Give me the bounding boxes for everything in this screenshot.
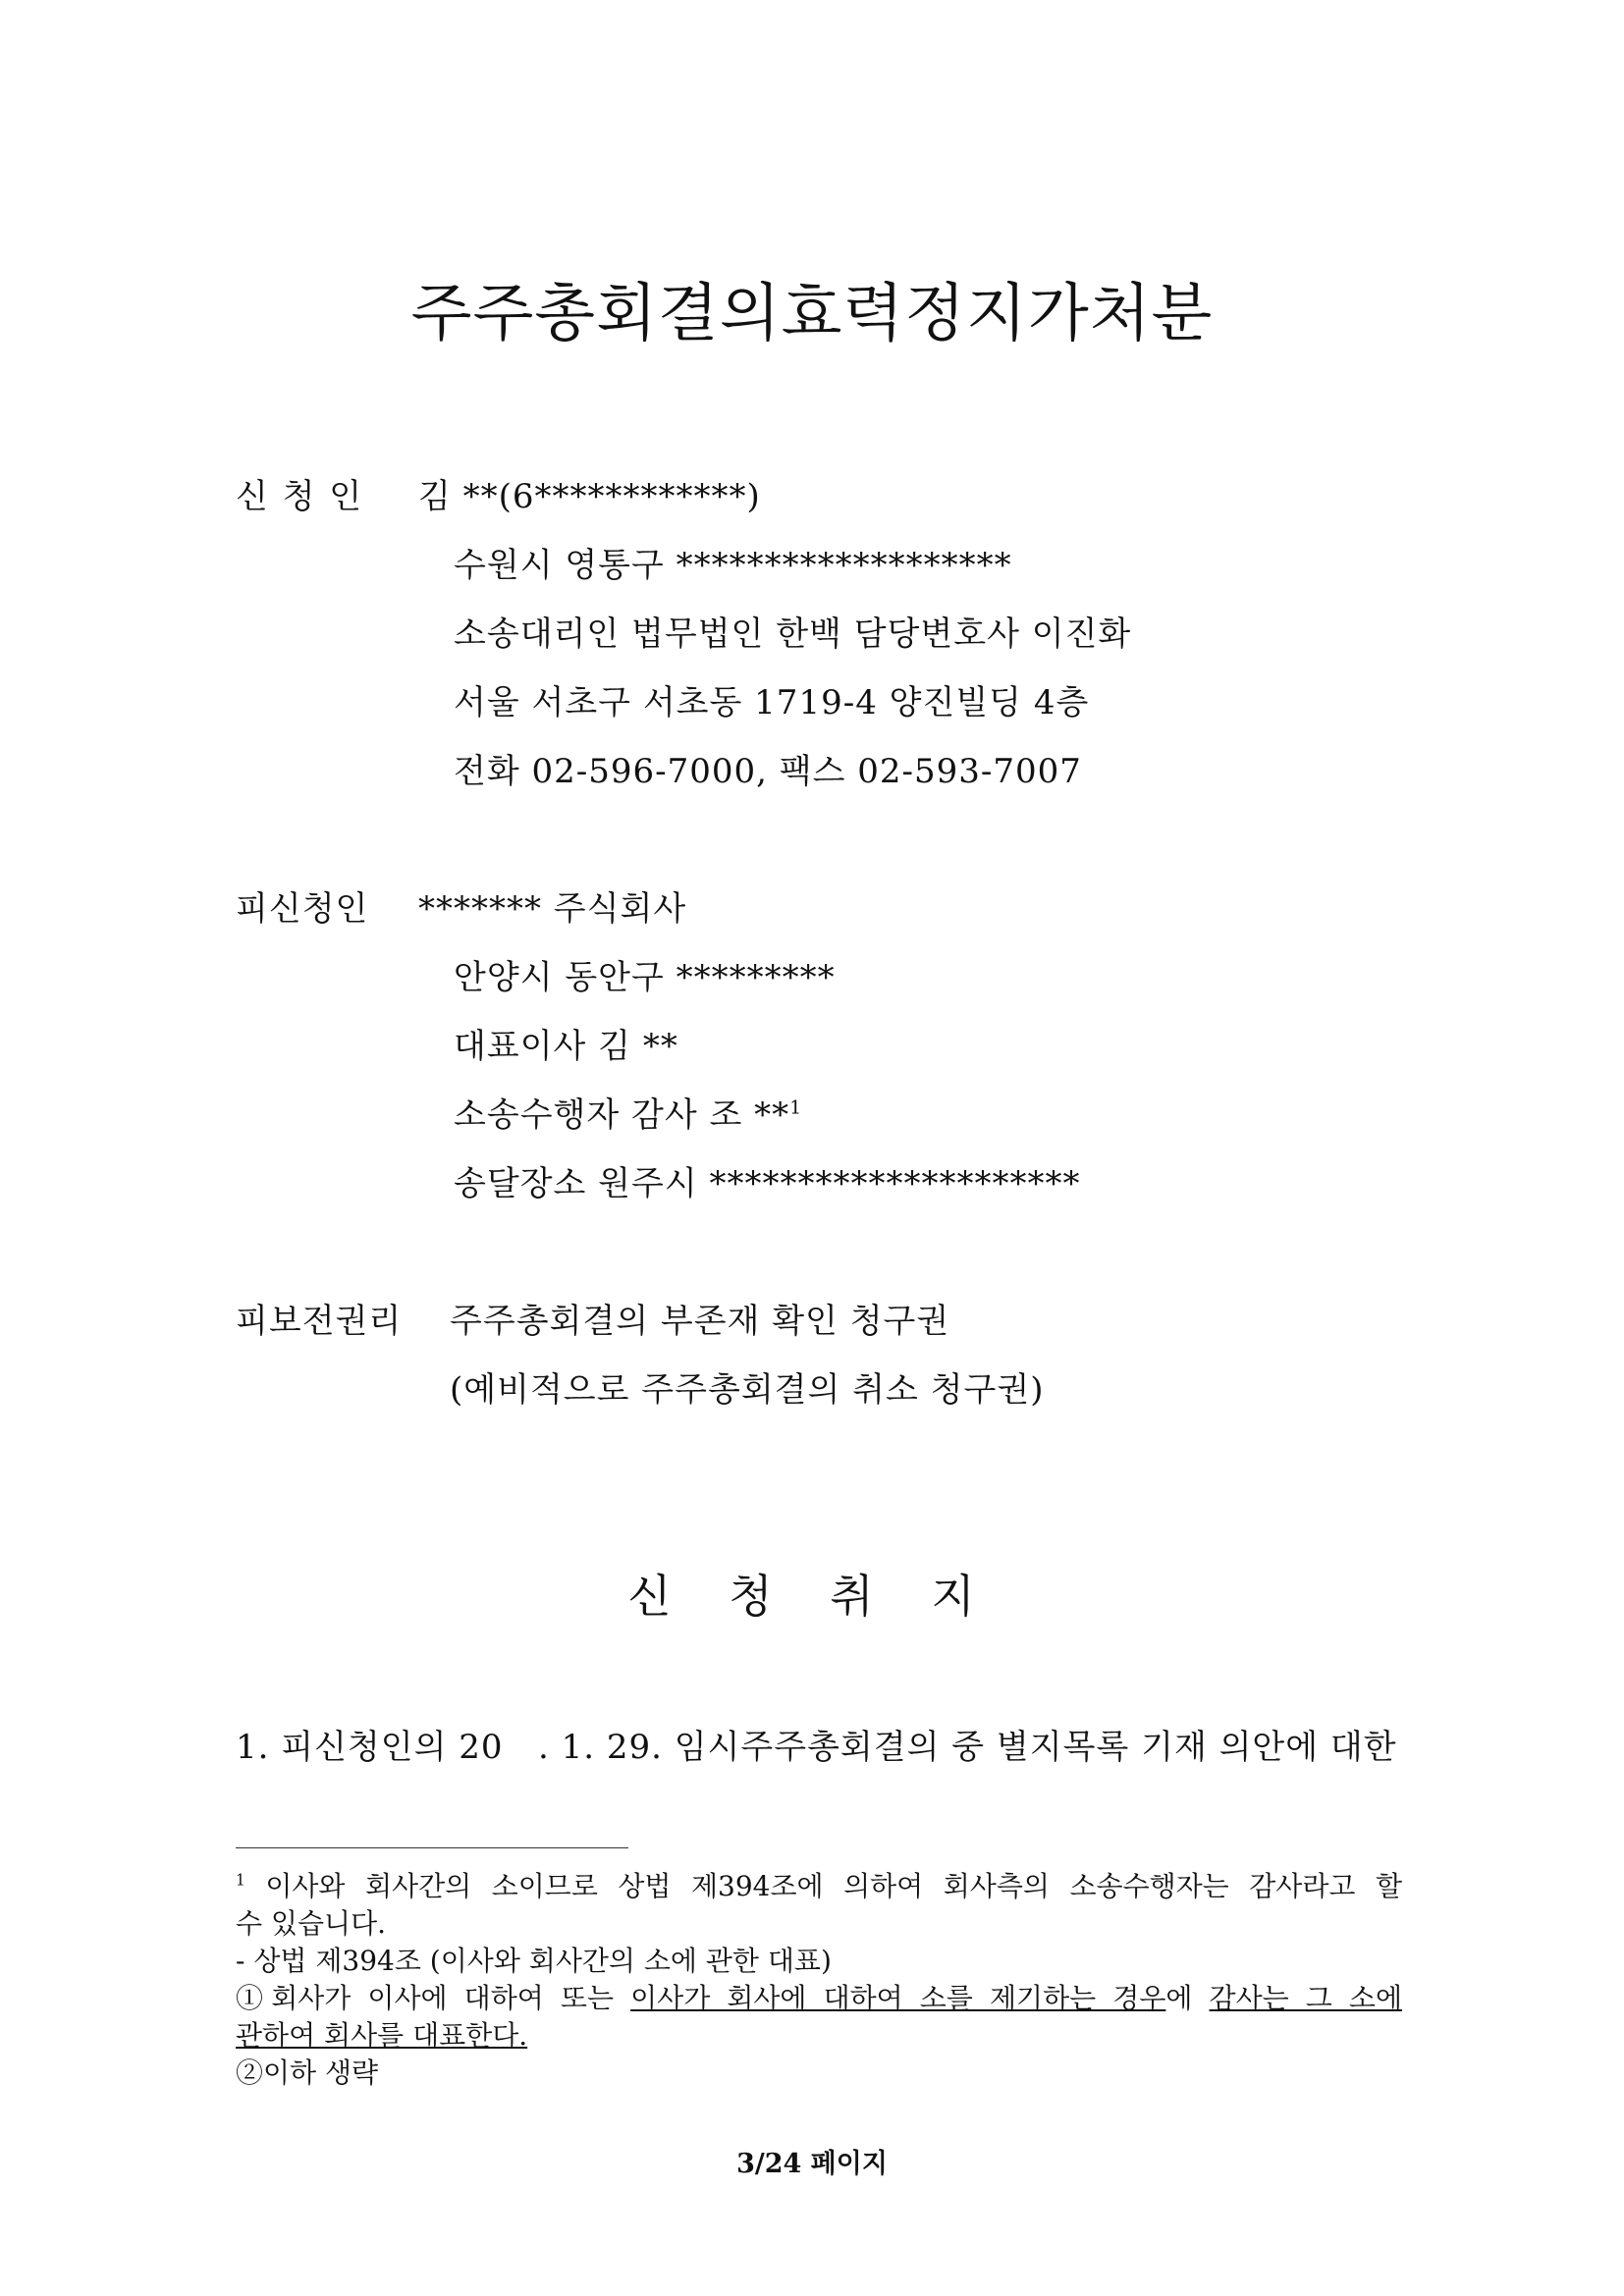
applicant-attorney: 소송대리인 법무법인 한백 담당변호사 이진화 — [454, 614, 1132, 654]
protected-right-main: 주주총회결의 부존재 확인 청구권 — [450, 1302, 950, 1341]
footnote-clause-1-continued: 관하여 회사를 대표한다. — [236, 2019, 528, 2052]
respondent-litigator-text: 소송수행자 감사 조 ** — [454, 1095, 790, 1135]
clause-1-lead: ①회사가 이사에 대하여 또는 — [236, 1982, 631, 2014]
respondent-representative: 대표이사 김 ** — [454, 1027, 678, 1066]
purpose-item-1: 1. 피신청인의 20 . 1. 29. 임시주주총회결의 중 별지목록 기재 의안에 대한 — [236, 1728, 1397, 1767]
footnote-marker: 1 — [236, 1871, 245, 1890]
respondent-litigator — [454, 1088, 802, 1136]
footnote-clause-2: ②이하 생략 — [236, 2056, 379, 2089]
applicant-address: 수원시 영통구 ******************* — [454, 546, 1012, 585]
respondent-label: 피신청인 — [236, 889, 369, 929]
footnote-divider — [236, 1847, 628, 1848]
footnote-text-continued: 수 있습니다. — [236, 1907, 387, 1940]
page-number: 3/24 페이지 — [736, 2149, 888, 2179]
footnote-text: 이사와 회사간의 소이므로 상법 제394조에 의하여 회사측의 소송수행자는 감사라고 할 — [265, 1870, 1402, 1902]
respondent-address: 안양시 동안구 ********* — [454, 958, 836, 997]
applicant-attorney-address: 서울 서초구 서초동 1719-4 양진빌딩 4층 — [454, 683, 1090, 722]
applicant-contact: 전화 02-596-7000, 팩스 02-593-7007 — [454, 752, 1082, 791]
footnote-body — [236, 1865, 1402, 1904]
applicant-name: 김 **(6************) — [418, 477, 761, 516]
footnote-reference[interactable]: 1 — [789, 1097, 803, 1119]
respondent-service-place: 송달장소 원주시 ********************* — [454, 1164, 1081, 1203]
applicant-label: 신 청 인 — [236, 477, 364, 516]
clause-1-underline-a: 이사가 회사에 대하여 소를 제기하는 경우 — [630, 1982, 1166, 2014]
protected-right-label: 피보전권리 — [236, 1302, 403, 1341]
clause-1-underline-b: 감사는 그 소에 — [1209, 1982, 1402, 2014]
clause-1-mid: 에 — [1165, 1982, 1210, 2014]
purpose-heading: 신 청 취 지 — [627, 1570, 997, 1623]
footnote-clause-1 — [236, 1977, 1402, 2016]
footnote-law-title: - 상법 제394조 (이사와 회사간의 소에 관한 대표) — [236, 1945, 832, 1977]
protected-right-alternative: (예비적으로 주주총회결의 취소 청구권) — [450, 1370, 1045, 1410]
respondent-name: ******* 주식회사 — [418, 889, 687, 929]
document-title: 주주총회결의효력정지가처분 — [410, 278, 1214, 350]
